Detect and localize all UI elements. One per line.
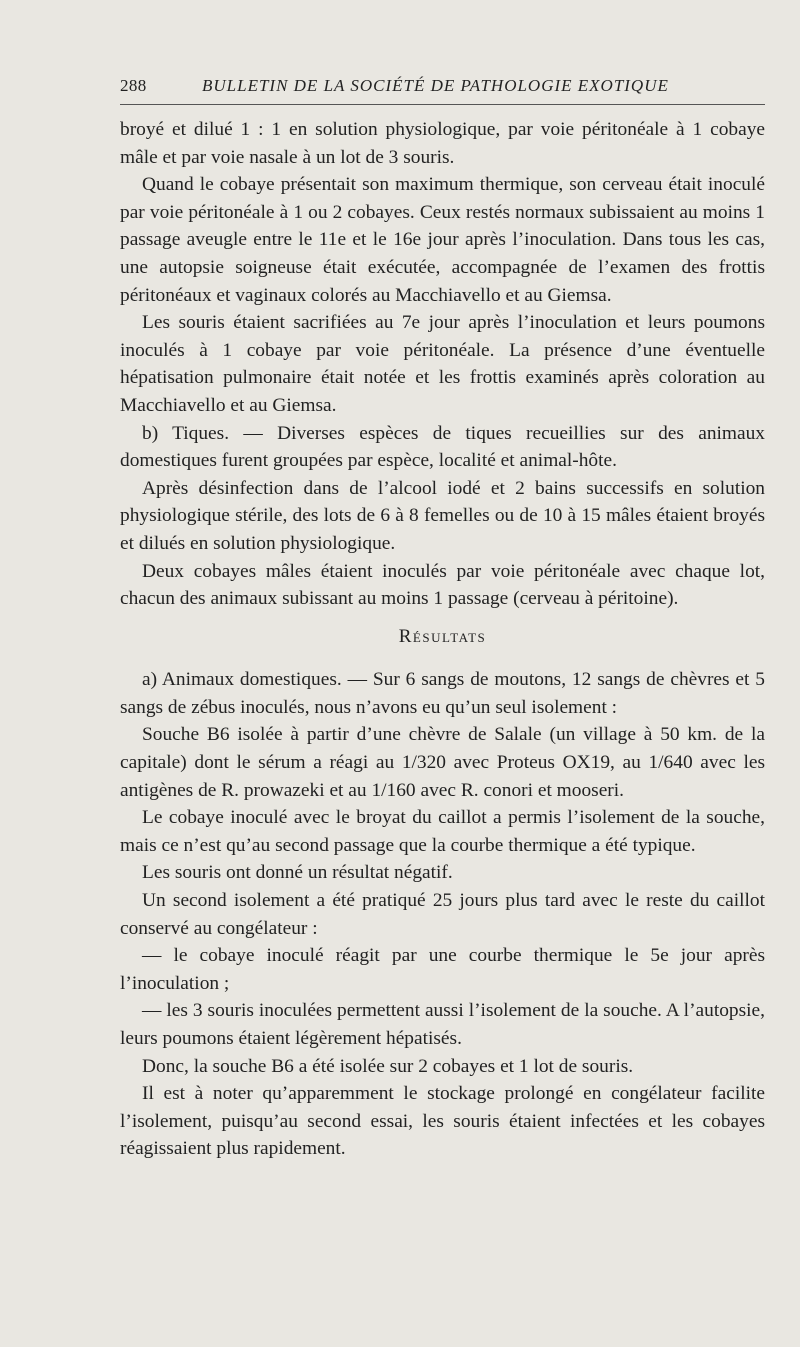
paragraph: Donc, la souche B6 a été isolée sur 2 cobayes et 1 lot de souris. bbox=[142, 1055, 634, 1077]
paragraph: Deux cobayes mâles étaient inoculés par voie péritonéale avec chaque lot, chacun des animaux subissant au moins 1 passage (cerveau à péritoine). bbox=[120, 560, 765, 610]
paragraph: Il est à noter qu’apparemment le stockage prolongé en congélateur facilite l’isolement, puisqu’au second essai, les souris étaient infectées et les cobayes réagissaient plus rapidement. bbox=[120, 1083, 765, 1160]
header-rule bbox=[120, 104, 765, 105]
paragraph: Après désinfection dans de l’alcool iodé et 2 bains successifs en solution physiologique stérile, des lots de 6 à 8 femelles ou de 10 à 15 mâles étaient broyés et dilués en solution physiologique. bbox=[120, 477, 765, 554]
paragraph: Quand le cobaye présentait son maximum thermique, son cerveau était inoculé par voie péritonéale à 1 ou 2 cobayes. Ceux restés normaux subissaient au moins 1 passage aveugle entre le 11e et le 16e jour après l’inoculation. Dans tous les cas, une autopsie soigneuse était exécutée, accompagnée de l’examen des frottis péritonéaux et vaginaux colorés au Macchiavello et au Giemsa. bbox=[120, 174, 765, 306]
paragraph: — le cobaye inoculé réagit par une courbe thermique le 5e jour après l’inoculation ; bbox=[120, 945, 765, 994]
paragraph: Le cobaye inoculé avec le broyat du caillot a permis l’isolement de la souche, mais ce n’est qu’au second passage que la courbe thermique a été typique. bbox=[120, 807, 765, 856]
paragraph: broyé et dilué 1 : 1 en solution physiologique, par voie péritonéale à 1 cobaye mâle et par voie nasale à un lot de 3 souris. bbox=[120, 119, 765, 168]
paragraph: Les souris étaient sacrifiées au 7e jour après l’inoculation et leurs poumons inoculés à 1 cobaye par voie péritonéale. La présence d’une éventuelle hépatisation pulmonaire était notée et les frottis examinés après coloration au Macchiavello et au Giemsa. bbox=[120, 312, 765, 416]
paragraph: a) Animaux domestiques. — Sur 6 sangs de moutons, 12 sangs de chèvres et 5 sangs de zébus inoculés, nous n’avons eu qu’un seul isolement : bbox=[120, 669, 765, 718]
section-heading: Résultats bbox=[398, 625, 487, 647]
running-header bbox=[120, 72, 765, 102]
journal-title: BULLETIN DE LA SOCIÉTÉ DE PATHOLOGIE EXOTIQUE bbox=[202, 76, 669, 95]
paragraph: Les souris ont donné un résultat négatif. bbox=[142, 862, 453, 884]
paragraph: — les 3 souris inoculées permettent aussi l’isolement de la souche. A l’autopsie, leurs poumons étaient légèrement hépatisés. bbox=[120, 1000, 765, 1049]
paragraph: Un second isolement a été pratiqué 25 jours plus tard avec le reste du caillot conservé au congélateur : bbox=[120, 890, 765, 939]
paragraph: Souche B6 isolée à partir d’une chèvre de Salale (un village à 50 km. de la capitale) dont le sérum a réagi au 1/320 avec Proteus OX19, au 1/640 avec les antigènes de R. prowazeki et au 1/160 avec R. conori et mooseri. bbox=[120, 724, 765, 801]
paragraph: b) Tiques. — Diverses espèces de tiques recueillies sur des animaux domestiques furent groupées par espèce, localité et animal-hôte. bbox=[120, 422, 765, 472]
page-number: 288 bbox=[120, 76, 147, 95]
article-body bbox=[120, 116, 765, 1163]
